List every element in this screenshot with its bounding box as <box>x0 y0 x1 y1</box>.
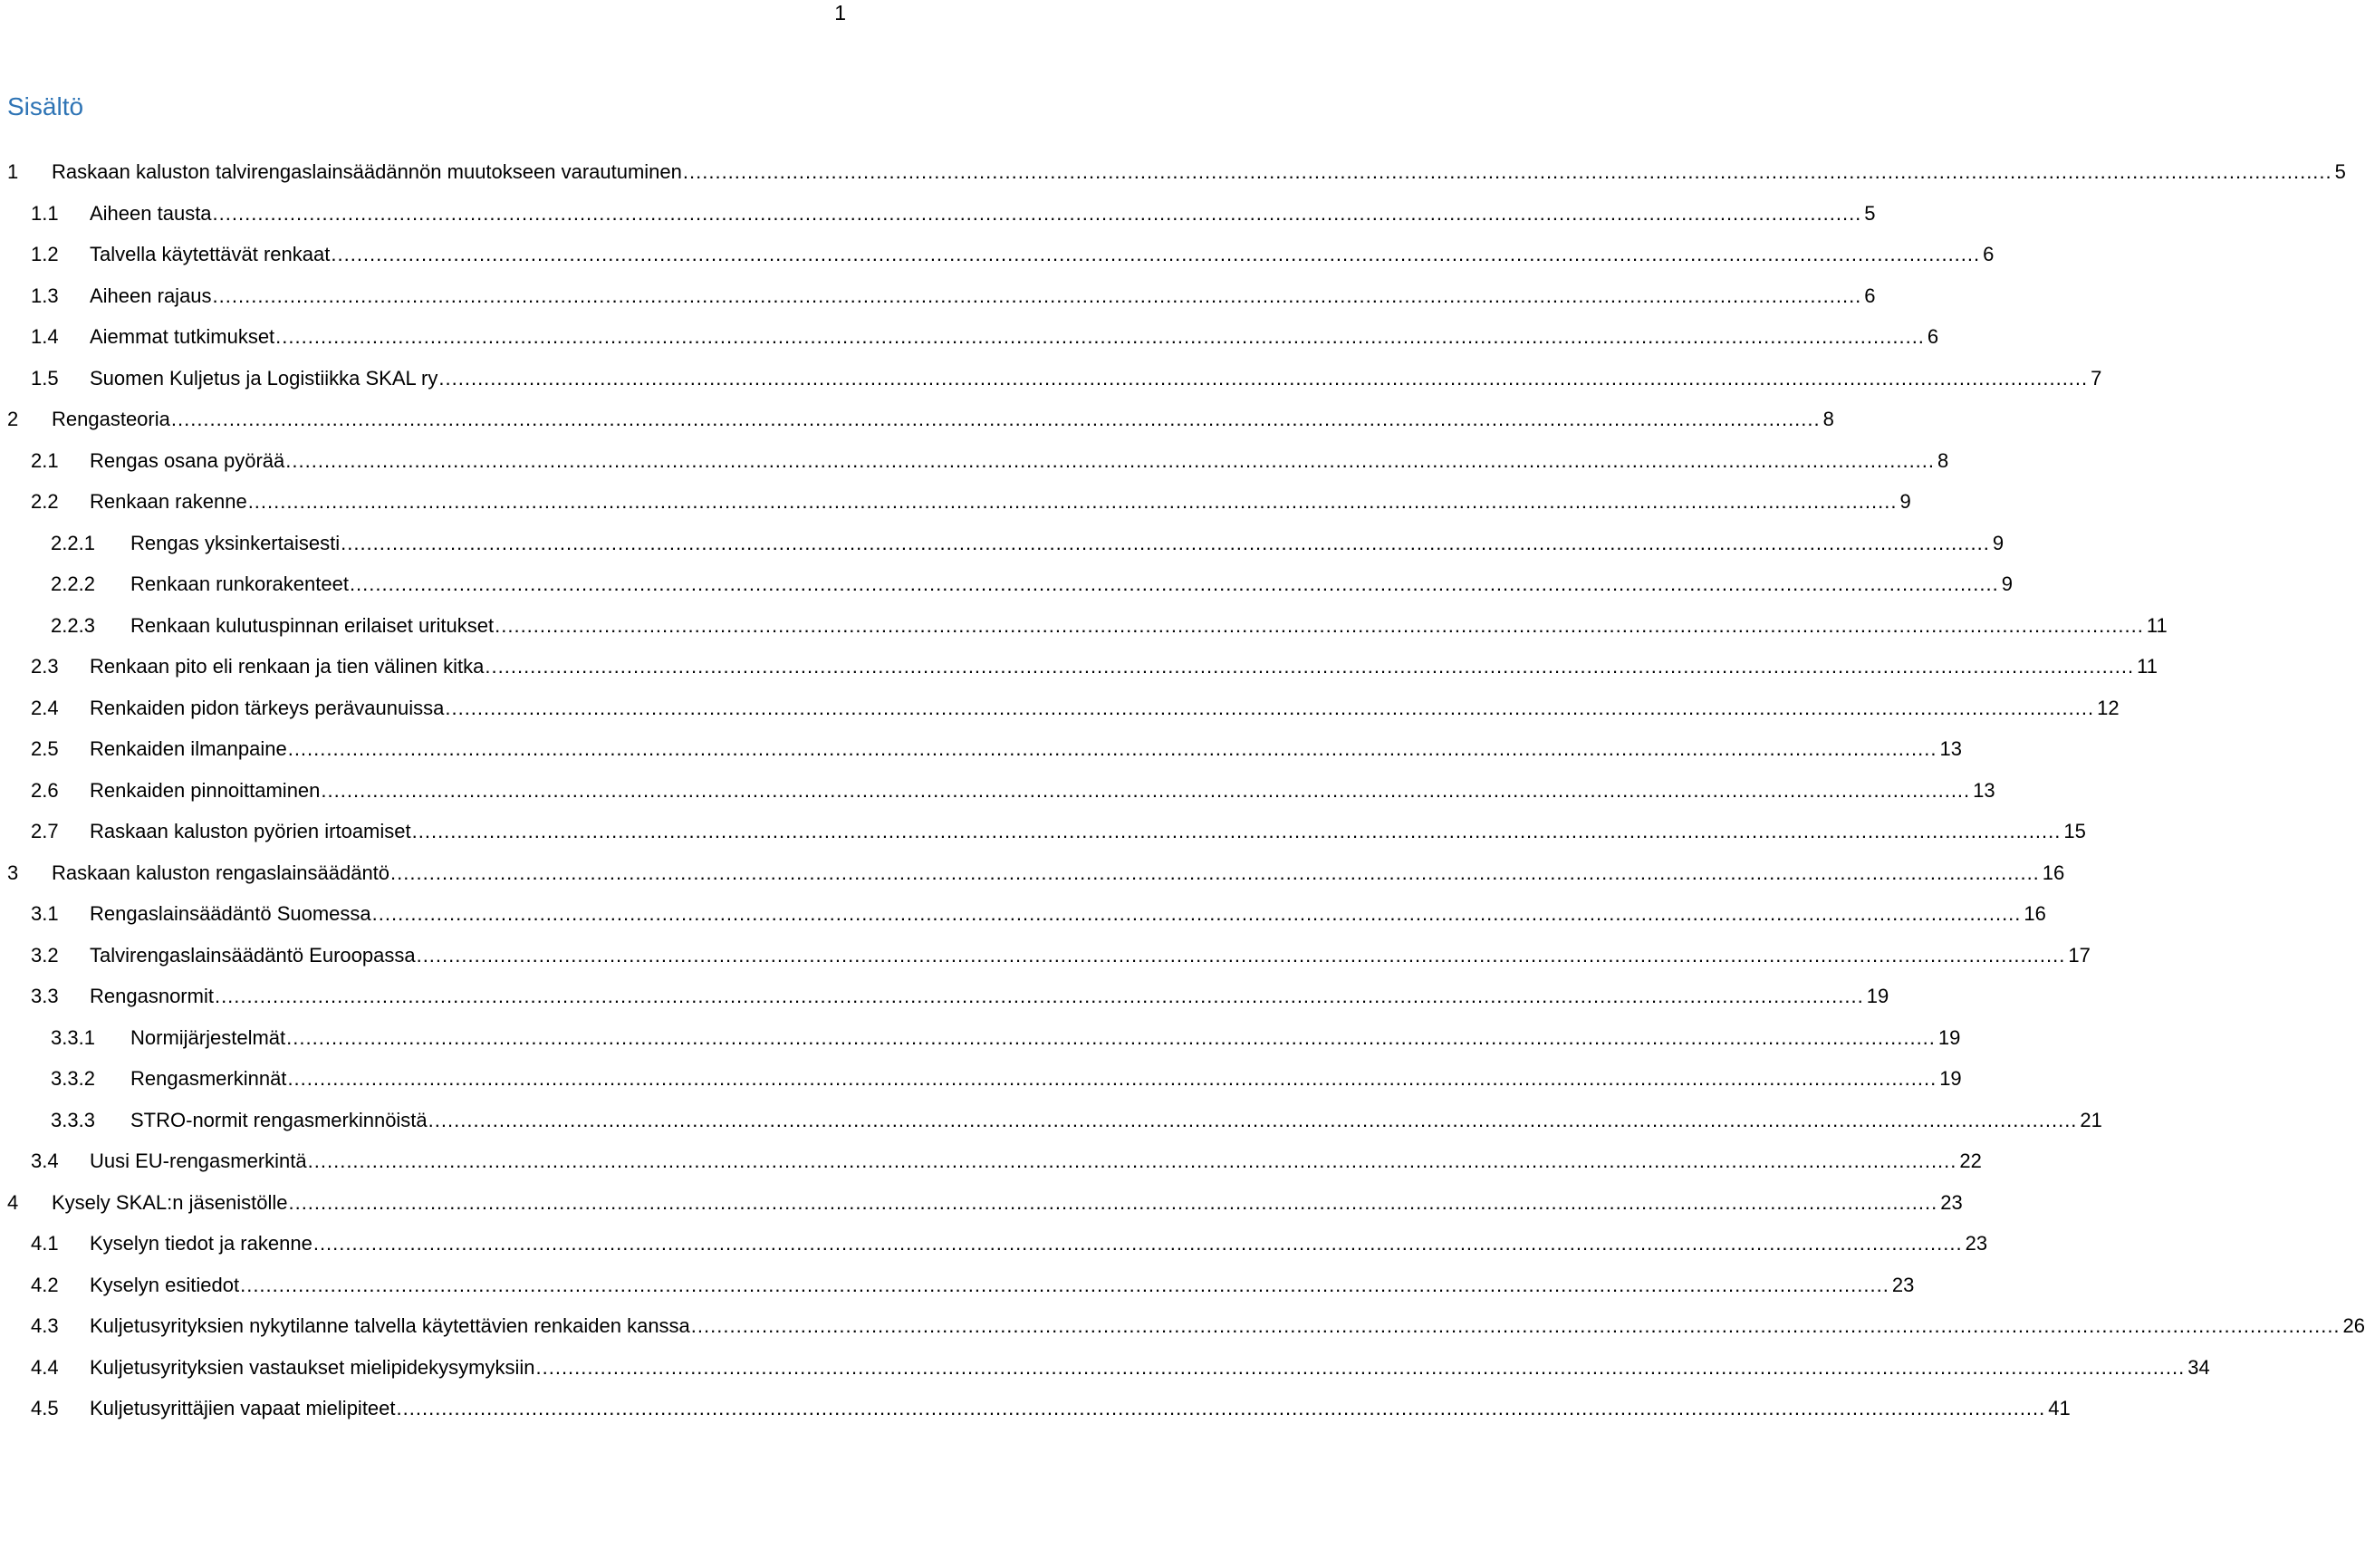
toc-entry-page: 11 <box>2146 613 2168 637</box>
toc-leader-dots: ................................................................................................................................................................................................................................................................ <box>438 366 2089 390</box>
toc-entry-number: 4.5 <box>31 1397 59 1419</box>
toc-entry-title[interactable]: Uusi EU-rengasmerkintä <box>90 1150 307 1172</box>
toc-entry-title[interactable]: Kuljetusyrityksien nykytilanne talvella käytettävien renkaiden kanssa <box>90 1314 690 1337</box>
toc-entry-number: 2.2.1 <box>51 531 95 554</box>
toc-entry[interactable] <box>0 1063 1962 1095</box>
toc-entry-title[interactable]: Kuljetusyrityksien vastaukset mielipidekysymyksiin <box>90 1355 535 1379</box>
toc-leader-dots: ................................................................................................................................................................................................................................................................ <box>411 820 2062 842</box>
toc-leader-dots: ................................................................................................................................................................................................................................................................ <box>445 696 2095 719</box>
toc-entry-title[interactable]: Renkaan runkorakenteet <box>130 572 349 595</box>
toc-leader-dots: ................................................................................................................................................................................................................................................................ <box>371 902 2022 925</box>
toc-entry[interactable] <box>0 1227 1988 1260</box>
toc-entry-page: 6 <box>1864 284 1876 307</box>
toc-entry[interactable] <box>0 939 2091 972</box>
toc-entry-page: 11 <box>2137 655 2158 678</box>
toc-entry-page: 5 <box>1864 201 1876 225</box>
toc-entry-title[interactable]: Rengasteoria <box>52 408 170 430</box>
toc-entry-number: 1.3 <box>31 284 59 307</box>
toc-entry-page: 22 <box>1959 1150 1982 1172</box>
toc-entry[interactable] <box>0 527 2004 560</box>
toc-entry[interactable] <box>0 898 2046 930</box>
toc-entry-number: 2.2 <box>31 490 59 513</box>
toc-leader-dots: ................................................................................................................................................................................................................................................................ <box>240 1273 1889 1296</box>
toc-entry-title[interactable]: Aiemmat tutkimukset <box>90 325 275 348</box>
toc-entry-page: 15 <box>2063 820 2086 842</box>
toc-entry-title[interactable]: Talvirengaslainsäädäntö Euroopassa <box>90 943 416 967</box>
toc-entry-page: 9 <box>1899 490 1911 513</box>
toc-leader-dots: ................................................................................................................................................................................................................................................................ <box>170 408 1821 430</box>
toc-entry-number: 4 <box>7 1190 19 1214</box>
toc-leader-dots: ................................................................................................................................................................................................................................................................ <box>285 448 1936 472</box>
toc-entry[interactable] <box>0 1392 2071 1425</box>
toc-entry-page: 13 <box>1939 737 1962 760</box>
toc-entry-number: 4.3 <box>31 1314 59 1337</box>
toc-leader-dots: ................................................................................................................................................................................................................................................................ <box>212 284 1862 307</box>
toc-entry[interactable] <box>0 650 2158 683</box>
toc-entry-title[interactable]: Raskaan kaluston pyörien irtoamiset <box>90 820 411 842</box>
toc-entry-page: 17 <box>2068 943 2091 967</box>
toc-heading: Sisältö <box>7 92 84 120</box>
toc-entry[interactable] <box>0 857 2065 890</box>
toc-entry-title[interactable]: STRO-normit rengasmerkinnöistä <box>130 1108 428 1131</box>
toc-entry[interactable] <box>0 403 1834 436</box>
toc-leader-dots: ................................................................................................................................................................................................................................................................ <box>321 778 1971 802</box>
toc-entry-title[interactable]: Kyselyn esitiedot <box>90 1273 240 1296</box>
toc-entry[interactable] <box>0 362 2102 395</box>
toc-entry-title[interactable]: Kyselyn tiedot ja rakenne <box>90 1232 312 1255</box>
toc-entry-page: 8 <box>1822 408 1834 430</box>
toc-leader-dots: ................................................................................................................................................................................................................................................................ <box>214 985 1864 1007</box>
toc-leader-dots: ................................................................................................................................................................................................................................................................ <box>307 1150 1957 1172</box>
toc-entry-number: 1.1 <box>31 201 59 225</box>
toc-entry-page: 34 <box>2187 1355 2210 1379</box>
toc-entry-number: 2.7 <box>31 820 59 842</box>
toc-entry-title[interactable]: Raskaan kaluston rengaslainsäädäntö <box>52 861 390 884</box>
toc-leader-dots: ................................................................................................................................................................................................................................................................ <box>275 325 1925 348</box>
toc-entry[interactable] <box>0 1145 1982 1178</box>
toc-leader-dots: ................................................................................................................................................................................................................................................................ <box>349 572 1999 595</box>
toc-entry-number: 3.3.1 <box>51 1025 95 1049</box>
toc-entry[interactable] <box>0 774 1995 807</box>
toc-leader-dots: ................................................................................................................................................................................................................................................................ <box>682 160 2332 183</box>
toc-entry-page: 19 <box>1937 1025 1961 1049</box>
toc-entry-page: 13 <box>1973 778 1995 802</box>
toc-leader-dots: ................................................................................................................................................................................................................................................................ <box>690 1314 2341 1337</box>
toc-entry-page: 9 <box>1992 531 2004 554</box>
toc-entry[interactable] <box>0 156 2346 188</box>
toc-leader-dots: ................................................................................................................................................................................................................................................................ <box>495 613 2144 637</box>
toc-entry-page: 23 <box>1965 1232 1988 1255</box>
toc-leader-dots: ................................................................................................................................................................................................................................................................ <box>428 1108 2078 1131</box>
toc-entry-number: 3.3 <box>31 985 59 1007</box>
toc-entry-title[interactable]: Kuljetusyrittäjien vapaat mielipiteet <box>90 1397 396 1419</box>
toc-entry-title[interactable]: Renkaiden pinnoittaminen <box>90 778 321 802</box>
toc-entry-title[interactable]: Normijärjestelmät <box>130 1025 286 1049</box>
toc-leader-dots: ................................................................................................................................................................................................................................................................ <box>286 1025 1936 1049</box>
toc-entry-page: 41 <box>2048 1397 2071 1419</box>
toc-leader-dots: ................................................................................................................................................................................................................................................................ <box>212 201 1862 225</box>
toc-leader-dots: ................................................................................................................................................................................................................................................................ <box>416 943 2066 967</box>
toc-leader-dots: ................................................................................................................................................................................................................................................................ <box>485 655 2135 678</box>
toc-entry-number: 3.3.3 <box>51 1108 95 1131</box>
toc-entry[interactable] <box>0 815 2086 848</box>
toc-entry[interactable] <box>0 980 1889 1013</box>
toc-leader-dots: ................................................................................................................................................................................................................................................................ <box>312 1232 1963 1255</box>
toc-entry-number: 1 <box>7 160 19 183</box>
toc-entry[interactable] <box>0 486 1911 518</box>
toc-entry-page: 7 <box>2091 366 2102 390</box>
toc-entry-number: 2.6 <box>31 778 59 802</box>
toc-entry-title[interactable]: Renkaiden pidon tärkeys perävaunuissa <box>90 696 445 719</box>
toc-entry-number: 2.2.3 <box>51 613 95 637</box>
page-number: 1 <box>834 1 846 24</box>
toc-entry[interactable] <box>0 445 1949 477</box>
toc-entry[interactable] <box>0 692 2120 725</box>
toc-entry-title[interactable]: Renkaan pito eli renkaan ja tien välinen kitka <box>90 655 485 678</box>
toc-entry[interactable] <box>0 1352 2210 1384</box>
toc-entry-page: 26 <box>2342 1314 2365 1337</box>
toc-entry-title[interactable]: Aiheen tausta <box>90 201 212 225</box>
toc-entry-number: 3.2 <box>31 943 59 967</box>
toc-entry-title[interactable]: Renkaiden ilmanpaine <box>90 737 287 760</box>
toc-entry-number: 3.3.2 <box>51 1067 95 1090</box>
toc-entry-title[interactable]: Kysely SKAL:n jäsenistölle <box>52 1190 288 1214</box>
toc-entry-number: 4.2 <box>31 1273 59 1296</box>
toc-entry-title[interactable]: Rengas yksinkertaisesti <box>130 531 341 554</box>
toc-leader-dots: ................................................................................................................................................................................................................................................................ <box>535 1355 2186 1379</box>
toc-entry-page: 23 <box>1891 1273 1915 1296</box>
toc-entry[interactable] <box>0 1104 2102 1137</box>
toc-leader-dots: ................................................................................................................................................................................................................................................................ <box>396 1397 2046 1419</box>
toc-entry-number: 4.1 <box>31 1232 59 1255</box>
toc-entry[interactable] <box>0 238 1995 271</box>
toc-entry[interactable] <box>0 197 1876 230</box>
toc-entry-number: 2.2.2 <box>51 572 95 595</box>
toc-entry[interactable] <box>0 1022 1961 1054</box>
toc-entry[interactable] <box>0 1187 1963 1219</box>
toc-entry-title[interactable]: Aiheen rajaus <box>90 284 212 307</box>
toc-entry-page: 8 <box>1937 448 1949 472</box>
toc-entry-number: 2 <box>7 408 19 430</box>
toc-entry-page: 6 <box>1927 325 1939 348</box>
toc-entry-number: 1.2 <box>31 243 59 265</box>
toc-entry[interactable] <box>0 733 1962 765</box>
toc-entry-page: 5 <box>2334 160 2346 183</box>
toc-entry[interactable] <box>0 280 1876 313</box>
toc-entry-title[interactable]: Rengas osana pyörää <box>90 448 285 472</box>
toc-entry-page: 9 <box>2001 572 2013 595</box>
toc-leader-dots: ................................................................................................................................................................................................................................................................ <box>287 737 1937 760</box>
toc-entry-title[interactable]: Suomen Kuljetus ja Logistiikka SKAL ry <box>90 366 438 390</box>
toc-entry-number: 3.4 <box>31 1150 59 1172</box>
toc-entry[interactable] <box>0 1269 1915 1302</box>
toc-entry-title[interactable]: Renkaan rakenne <box>90 490 247 513</box>
toc-entry-page: 21 <box>2080 1108 2102 1131</box>
toc-entry-title[interactable]: Rengasnormit <box>90 985 214 1007</box>
toc-entry-number: 1.5 <box>31 366 59 390</box>
toc-entry-page: 19 <box>1866 985 1889 1007</box>
toc-leader-dots: ................................................................................................................................................................................................................................................................ <box>288 1190 1938 1214</box>
toc-entry-page: 23 <box>1940 1190 1963 1214</box>
toc-entry-title[interactable]: Rengaslainsäädäntö Suomessa <box>90 902 371 925</box>
toc-entry[interactable] <box>0 321 1939 353</box>
toc-entry-title[interactable]: Rengasmerkinnät <box>130 1067 287 1090</box>
toc-entry-title[interactable]: Renkaan kulutuspinnan erilaiset uritukset <box>130 613 495 637</box>
toc-leader-dots: ................................................................................................................................................................................................................................................................ <box>341 531 1990 554</box>
toc-entry-number: 3 <box>7 861 19 884</box>
toc-entry-number: 2.3 <box>31 655 59 678</box>
toc-entry-number: 1.4 <box>31 325 59 348</box>
toc-entry[interactable] <box>0 1310 2365 1342</box>
toc-entry-number: 3.1 <box>31 902 59 925</box>
toc-entry-page: 16 <box>2024 902 2046 925</box>
toc-leader-dots: ................................................................................................................................................................................................................................................................ <box>287 1067 1937 1090</box>
toc-entry-number: 4.4 <box>31 1355 59 1379</box>
toc-entry-page: 12 <box>2097 696 2120 719</box>
toc-leader-dots: ................................................................................................................................................................................................................................................................ <box>331 243 1981 265</box>
toc-entry-number: 2.1 <box>31 448 59 472</box>
toc-entry[interactable] <box>0 568 2013 601</box>
toc-entry-title[interactable]: Raskaan kaluston talvirengaslainsäädännön muutokseen varautuminen <box>52 160 682 183</box>
toc-entry-page: 16 <box>2042 861 2065 884</box>
toc-entry-number: 2.4 <box>31 696 59 719</box>
toc-leader-dots: ................................................................................................................................................................................................................................................................ <box>247 490 1898 513</box>
toc-entry-title[interactable]: Talvella käytettävät renkaat <box>90 243 331 265</box>
toc-leader-dots: ................................................................................................................................................................................................................................................................ <box>390 861 2040 884</box>
toc-entry[interactable] <box>0 610 2168 642</box>
toc-entry-number: 2.5 <box>31 737 59 760</box>
toc-entry-page: 6 <box>1983 243 1995 265</box>
toc-entry-page: 19 <box>1939 1067 1962 1090</box>
